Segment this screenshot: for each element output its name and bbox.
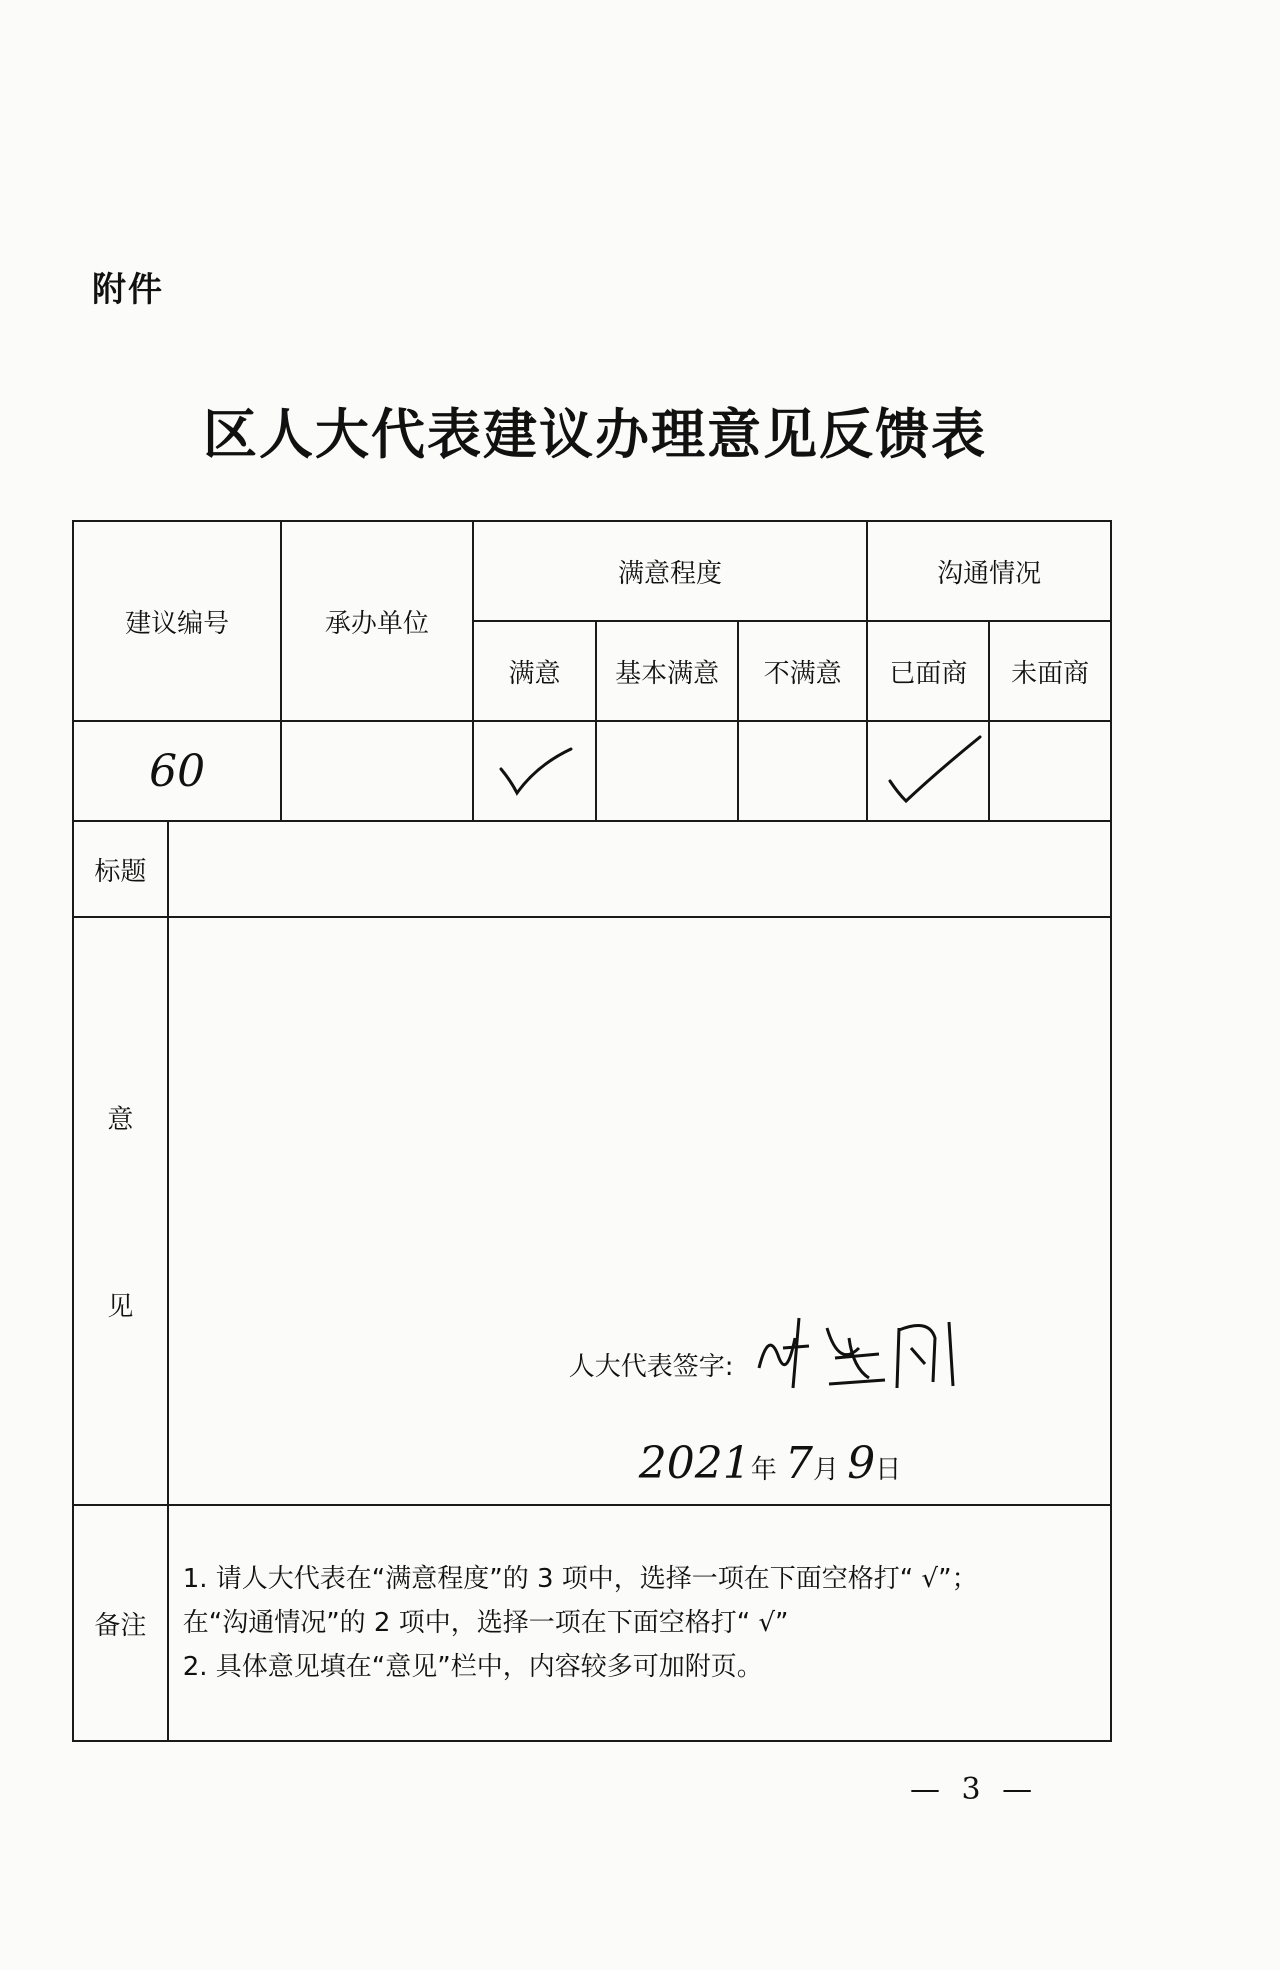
month-value: 7 [784,1438,813,1489]
cell-met[interactable] [867,721,989,821]
remarks-line-1: 1. 请人大代表在“满意程度”的 3 项中，选择一项在下面空格打“ √”； [182,1564,978,1594]
header-satisfied: 满意 [473,621,597,721]
label-title: 标题 [73,821,168,917]
header-unsatisfied: 不满意 [738,621,868,721]
signature-label: 人大代表签字: [568,1352,734,1382]
checkmark-icon [489,741,579,801]
year-unit: 年 [750,1455,777,1485]
cell-satisfied[interactable] [473,721,597,821]
header-satisfaction: 满意程度 [473,521,868,621]
handwritten-signature [749,1308,989,1398]
header-not-met: 未面商 [989,621,1111,721]
checkmark-icon [868,731,988,811]
year-value: 2021 [638,1438,751,1489]
day-unit: 日 [875,1455,902,1485]
cell-not-met[interactable] [989,721,1111,821]
remarks-line-2: 在“沟通情况”的 2 项中，选择一项在下面空格打“ √” [182,1608,789,1638]
header-unit: 承办单位 [281,521,472,721]
header-suggestion-no: 建议编号 [73,521,281,721]
cell-basic-satisfied[interactable] [596,721,737,821]
cell-opinion[interactable] [168,917,1111,1505]
signature-date [639,1438,902,1489]
attachment-label: 附件 [92,270,164,310]
header-basic-satisfied: 基本满意 [596,621,737,721]
day-value: 9 [847,1438,876,1489]
label-remarks: 备注 [73,1505,168,1741]
cell-suggestion-no [73,721,281,821]
header-communication: 沟通情况 [867,521,1111,621]
cell-unit[interactable] [281,721,472,821]
label-opinion: 意 见 [73,917,168,1505]
cell-title-value[interactable] [168,821,1111,917]
month-unit: 月 [812,1455,839,1485]
document-title: 区人大代表建议办理意见反馈表 [203,402,987,466]
feedback-form-table [72,520,1112,1742]
cell-unsatisfied[interactable] [738,721,868,821]
header-met: 已面商 [867,621,989,721]
remarks-line-3: 2. 具体意见填在“意见”栏中，内容较多可加附页。 [182,1652,763,1682]
suggestion-no-value: 60 [149,745,206,797]
page-number: — 3 — [910,1772,1039,1807]
remarks-text [168,1505,1111,1741]
